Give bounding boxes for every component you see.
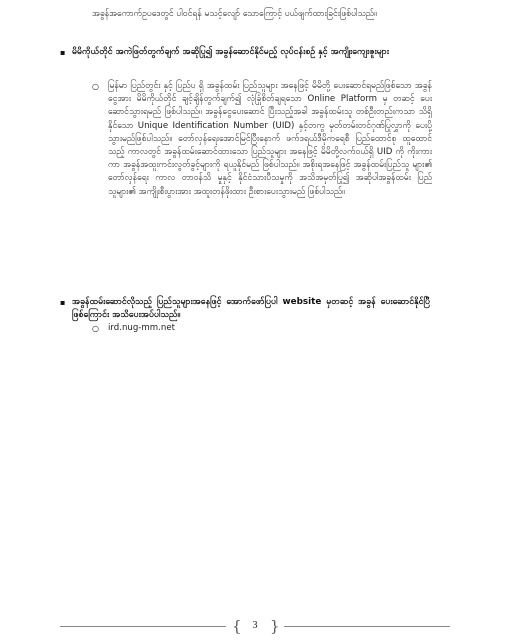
footer-divider-right [284,626,450,627]
section-heading-self-assessment [60,46,430,59]
list-item-text: မြန်မာ ပြည်တွင်း နှင့် ပြည်ပ ရှိ အခွန်ထမ်း ပြည်သူများ အနေဖြင့် မိမိတို့ ပေးဆောင်ရမည်ဖြစ်သော အခွန်ငွေအား မိမိကိုယ်တိုင် ချင့်ချိန်တွက်ချက်၍ လုံခြုံစိတ်ချရသော Online Platform မှ တဆင့် ပေးဆောင်သွားရမည် ဖြစ်ပါသည်။ အခွန်ငွေပေးဆောင် ပြီးသည့်အခါ အခွန်ထမ်းသူ တစ်ဦးတည်းကသာ သိရှိနိုင်သော Unique Identification Number (UID) နှင့်တကွ မှတ်တမ်းတင်ဂုဏ်ပြုလွှာကို ပေးပို့သွားမည်ဖြစ်ပါသည်။ တော်လှန်ရေးအောင်မြင်ပြီးနောက် ဖက်ဒရယ်ဒီမိုကရေစီ ပြည်ထောင်စု ထူထောင်သည့် ကာလတွင် အခွန်ထမ်းဆောင်ထားသော ပြည်သူများ အနေဖြင့် မိမိတို့လက်ဝယ်ရှိ UID ကို ကိုးကားကာ အခွန်အထူးကင်းလွတ်ခွင့်များကို ရယူနိုင်မည် ဖြစ်ပါသည်။ အစိုးရအနေဖြင့် အခွန်ထမ်းပြည်သူ များ၏ တော်လှန်ရေး ကာလ တာဝန်သိ မှုနှင့် နိုင်ငံသားပီသမှုကို အသိအမှတ်ပြု၍ အဆိုပါအခွန်ထမ်း ပြည်သူများ၏ အကျိုးစီးပွားအား အထူးတန်ဖိုးထား ဦးစားပေးသွားမည် ဖြစ်ပါသည်။ [108,81,432,197]
page-footer [60,618,450,634]
continuation-paragraph: အခွန်အကောက်ဥပဒေတွင် ပါဝင်ရန် မသင့်လျော် သောကြောင့် ပယ်ဖျက်ထားခြင်းဖြစ်ပါသည်။ [92,9,377,19]
footer-divider-left [60,626,226,627]
circle-bullet-icon: ○ [92,324,99,333]
list-item [92,80,432,199]
page-number: 3 [252,620,258,631]
section-heading-text: အခွန်ထမ်းဆောင်လိုသည့် ပြည်သူများအနေဖြင့် အောက်ဖော်ပြပါ website မှတဆင့် အခွန် ပေးဆောင်နိုင်ပြီ ဖြစ်ကြောင်း အသိပေးအပ်ပါသည်။ [72,297,430,320]
square-bullet-icon: ▪ [60,298,66,307]
square-bullet-icon: ▪ [60,48,66,57]
website-link[interactable]: ird.nug-mm.net [108,323,175,333]
circle-bullet-icon: ○ [92,82,99,91]
left-brace-icon: { [232,617,242,635]
list-item [92,322,432,335]
right-brace-icon: } [270,617,280,635]
section-heading-website [60,296,430,322]
section-heading-text: မိမိကိုယ်တိုင် အကဲဖြတ်တွက်ချက် အဆိုပြု၍ အခွန်ဆောင်နိုင်မည့် လုပ်ငန်းစဉ် နှင့် အကျိုးကျေးဇူးများ [72,47,390,57]
